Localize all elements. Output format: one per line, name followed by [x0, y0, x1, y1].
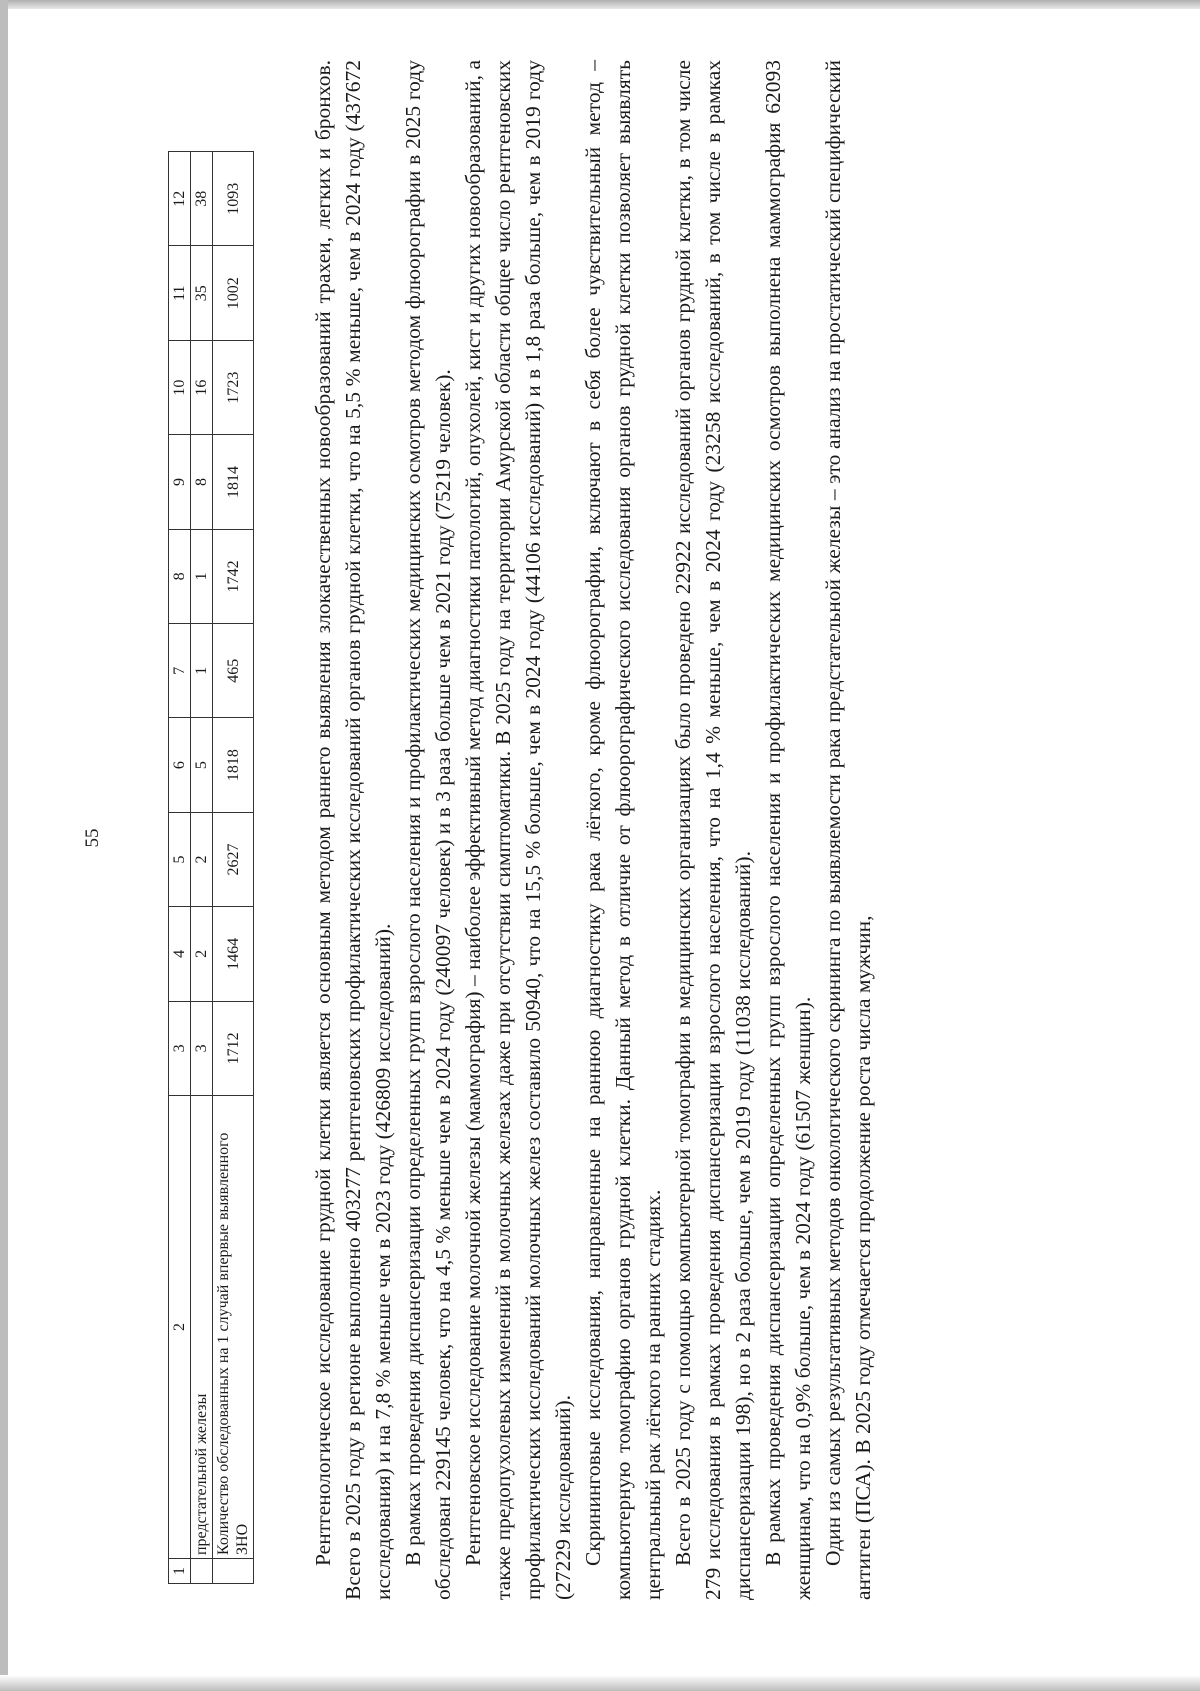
rotated-page-content: [168, 60, 1168, 1600]
paragraph: Скрининговые исследования, направленные на раннюю диагностику рака лёгкого, кроме флюорографии, включают в себя более чувствительный метод – компьютерную томографию органов грудной клетки. Данный метод в отличие от флюорографического исследования органов грудной клетки позволяет выявлять центральный рак лёгкого на ранних стадиях.: [581, 60, 665, 1600]
table-header-cell: 1: [169, 1559, 191, 1584]
table-cell: 1814: [213, 435, 254, 529]
table-cell: 2627: [213, 812, 254, 906]
table-header-cell: 2: [169, 1096, 191, 1559]
table-cell-empty: [191, 1559, 213, 1584]
table-header-cell: 6: [169, 718, 191, 812]
table-cell: 1093: [213, 152, 254, 246]
table-header-cell: 5: [169, 812, 191, 906]
table-cell: 1712: [213, 1001, 254, 1095]
body-text: [308, 60, 878, 1600]
table-header-row: [169, 152, 191, 1584]
paragraph: В рамках проведения диспансеризации определенных групп взрослого населения и профилактических медицинских осмотров выполнена маммография 62093 женщинам, что на 0,9% больше, чем в 2024 году (61507 женщин).: [761, 60, 815, 1600]
table-cell: 1818: [213, 718, 254, 812]
paragraph: Рентгенологическое исследование грудной клетки является основным методом раннего выявления злокачественных новообразований трахеи, легких и бронхов. Всего в 2025 году в регионе выполнено 403277 рентгеновских профилактических исследований органов грудной клетки, что на 5,5 % меньше, чем в 2024 году (437672 исследования) и на 7,8 % меньше чем в 2023 году (426809 исследований).: [311, 60, 395, 1600]
table-cell: 2: [191, 907, 213, 1001]
table-header-cell: 12: [169, 152, 191, 246]
table-header-cell: 9: [169, 435, 191, 529]
table-cell: 465: [213, 624, 254, 718]
paragraph: Всего в 2025 году с помощью компьютерной томографии в медицинских организациях было проведено 22922 исследований органов грудной клетки, в том числе 279 исследования в рамках проведения диспансеризации взрослого населения, что на 1,4 % меньше, чем в 2024 году (23258 исследований, в том числе в рамках диспансеризации 198), но в 2 раза больше, чем в 2019 году (11038 исследований).: [671, 60, 755, 1600]
scan-bottom-edge: [0, 1675, 1200, 1691]
table-cell: 1723: [213, 340, 254, 434]
page-number: 55: [82, 828, 103, 848]
table-cell: 1: [191, 529, 213, 623]
table-cell: 5: [191, 718, 213, 812]
statistics-table: [168, 151, 254, 1584]
table-cell: 2: [191, 812, 213, 906]
table-header-cell: 3: [169, 1001, 191, 1095]
table-header-cell: 10: [169, 340, 191, 434]
table-cell: 8: [191, 435, 213, 529]
table-cell: 35: [191, 246, 213, 340]
table-cell: 1742: [213, 529, 254, 623]
table-cell-empty: [213, 1559, 254, 1584]
scan-top-edge: [0, 0, 1200, 9]
scan-left-edge: [0, 0, 8, 1691]
table-row: [213, 152, 254, 1584]
table-row: [191, 152, 213, 1584]
table-header-cell: 4: [169, 907, 191, 1001]
table-cell: 16: [191, 340, 213, 434]
table-row-label: Количество обследованных на 1 случай впервые выявленного ЗНО: [213, 1096, 254, 1559]
table-cell: 1464: [213, 907, 254, 1001]
table-cell: 38: [191, 152, 213, 246]
paragraph: В рамках проведения диспансеризации определенных групп взрослого населения и профилактических медицинских осмотров методом флюорографии в 2025 году обследован 229145 человек, что на 4,5 % меньше чем в 2024 году (240097 человек) и в 3 раза больше чем в 2021 году (75219 человек).: [401, 60, 455, 1600]
table-cell: 1: [191, 624, 213, 718]
paragraph: Рентгеновское исследование молочной железы (маммография) – наиболее эффективный метод диагностики патологий, опухолей, кист и других новообразований, а также предопухолевых изменений в молочных железах даже при отсутствии симптоматики. В 2025 году на территории Амурской области общее число рентгеновских профилактических исследований молочных желез составило 50940, что на 15,5 % больше, чем в 2024 году (44106 исследований) и в 1,8 раза больше, чем в 2019 году (27229 исследований).: [461, 60, 575, 1600]
table-header-cell: 11: [169, 246, 191, 340]
table-header-cell: 7: [169, 624, 191, 718]
paragraph: Один из самых результативных методов онкологического скрининга по выявляемости рака предстательной железы – это анализ на простатический специфический антиген (ПСА). В 2025 году отмечается продолжение роста числа мужчин,: [821, 60, 875, 1600]
table-cell: 1002: [213, 246, 254, 340]
table-header-cell: 8: [169, 529, 191, 623]
table-row-label: предстательной железы: [191, 1096, 213, 1559]
table-cell: 3: [191, 1001, 213, 1095]
